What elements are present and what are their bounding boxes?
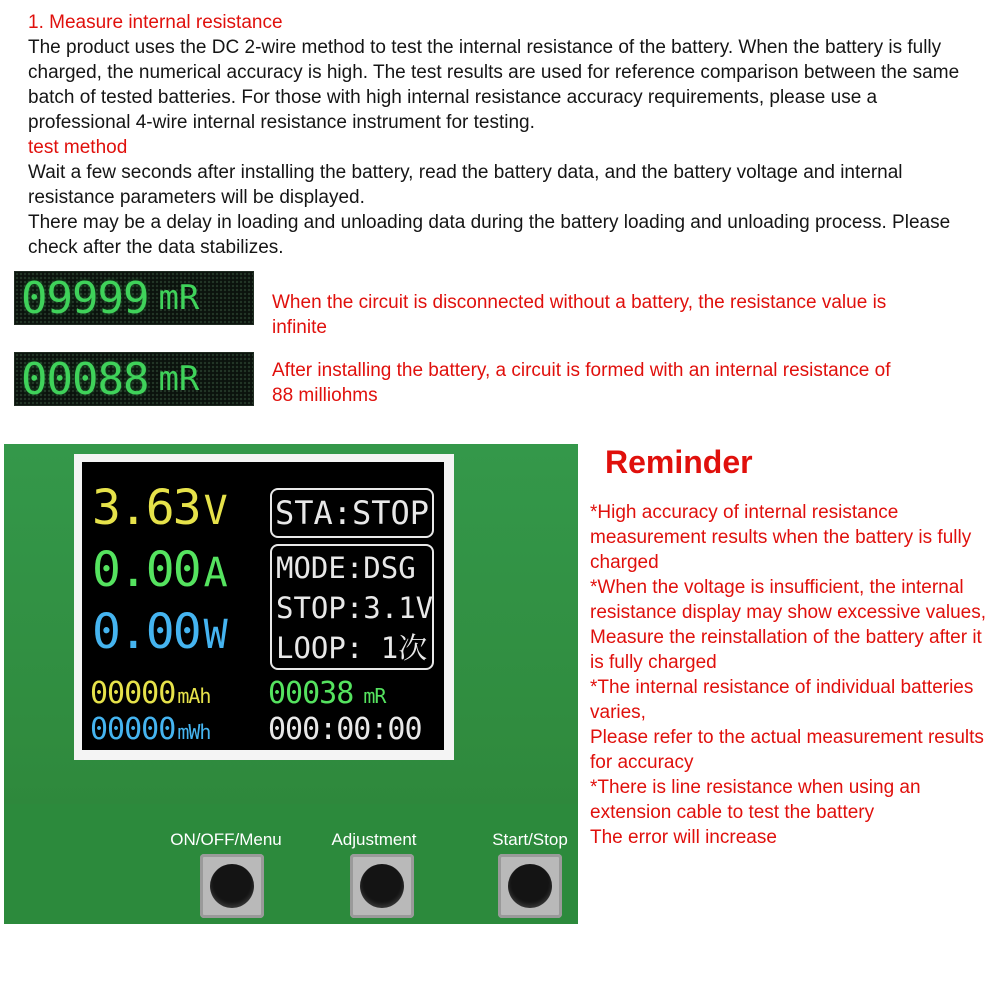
start-stop-button[interactable]	[498, 854, 562, 918]
resistance-unit: mR	[363, 684, 386, 708]
capacity-readout	[90, 676, 210, 711]
timer-readout: 000:00:00	[268, 712, 422, 747]
energy-unit: mWh	[177, 720, 211, 744]
current-unit: A	[203, 550, 226, 596]
power-readout	[92, 604, 226, 660]
reminder-item: *There is line resistance when using an extension cable to test the battery	[590, 777, 921, 823]
power-unit: W	[203, 612, 226, 658]
section-heading: 1. Measure internal resistance	[28, 12, 283, 33]
lcd-example-open-circuit	[14, 271, 254, 325]
start-button-label: Start/Stop	[492, 830, 568, 849]
reminder-item: *When the voltage is insufficient, the internal resistance display may show excessive values,	[590, 577, 987, 623]
reminder-item: Measure the reinstallation of the battery after it is fully charged	[590, 627, 982, 673]
lcd-unit: mR	[158, 278, 200, 318]
current-readout	[92, 542, 226, 598]
method-line-2: There may be a delay in loading and unloading data during the battery loading and unloading process. Please check after the data stabilizes.	[28, 212, 951, 258]
device-board	[4, 444, 578, 924]
reminder-item: The error will increase	[590, 827, 777, 848]
lcd-digits: 00088	[21, 353, 149, 405]
reminder-list	[590, 500, 990, 850]
device-display	[82, 462, 444, 750]
energy-readout	[90, 712, 210, 747]
capacity-unit: mAh	[177, 684, 211, 708]
adjust-button[interactable]	[350, 854, 414, 918]
status-box: STA:STOP	[270, 488, 434, 538]
loop-line: LOOP: 1次	[276, 631, 428, 665]
board-lower-panel	[4, 804, 578, 924]
energy-value: 00000	[90, 712, 176, 747]
method-heading: test method	[28, 137, 128, 158]
resistance-readout	[268, 676, 385, 711]
mode-line: MODE:DSG	[276, 551, 416, 585]
power-value: 0.00	[92, 604, 200, 660]
voltage-value: 3.63	[92, 480, 200, 536]
intro-section	[28, 10, 978, 260]
mode-box	[270, 544, 434, 670]
resistance-value: 00038	[268, 676, 354, 711]
menu-button-label: ON/OFF/Menu	[170, 830, 282, 849]
reminder-item: *The internal resistance of individual batteries varies,	[590, 677, 974, 723]
method-line-1: Wait a few seconds after installing the battery, read the battery data, and the battery voltage and internal resistance parameters will be displayed.	[28, 162, 903, 208]
lcd-note-installed: After installing the battery, a circuit is formed with an internal resistance of 88 milliohms	[272, 360, 891, 406]
reminder-title: Reminder	[605, 444, 753, 480]
voltage-readout	[92, 480, 226, 536]
adjust-button-label: Adjustment	[331, 830, 417, 849]
screen-bezel	[74, 454, 454, 760]
stop-line: STOP:3.1V	[276, 591, 434, 625]
capacity-value: 00000	[90, 676, 176, 711]
lcd-digits: 09999	[21, 272, 149, 324]
reminder-item: *High accuracy of internal resistance measurement results when the battery is fully charged	[590, 502, 972, 573]
voltage-unit: V	[203, 488, 226, 534]
lcd-unit: mR	[158, 359, 200, 399]
lcd-example-installed	[14, 352, 254, 406]
reminder-item: Please refer to the actual measurement results for accuracy	[590, 727, 984, 773]
menu-button[interactable]	[200, 854, 264, 918]
intro-paragraph: The product uses the DC 2-wire method to test the internal resistance of the battery. When the battery is fully charged, the numerical accuracy is high. The test results are used for reference comparison between the same batch of tested batteries. For those with high internal resistance accuracy requirements, please use a professional 4-wire internal resistance instrument for testing.	[28, 37, 960, 133]
current-value: 0.00	[92, 542, 200, 598]
lcd-note-open-circuit: When the circuit is disconnected without a battery, the resistance value is infinite	[272, 292, 887, 338]
